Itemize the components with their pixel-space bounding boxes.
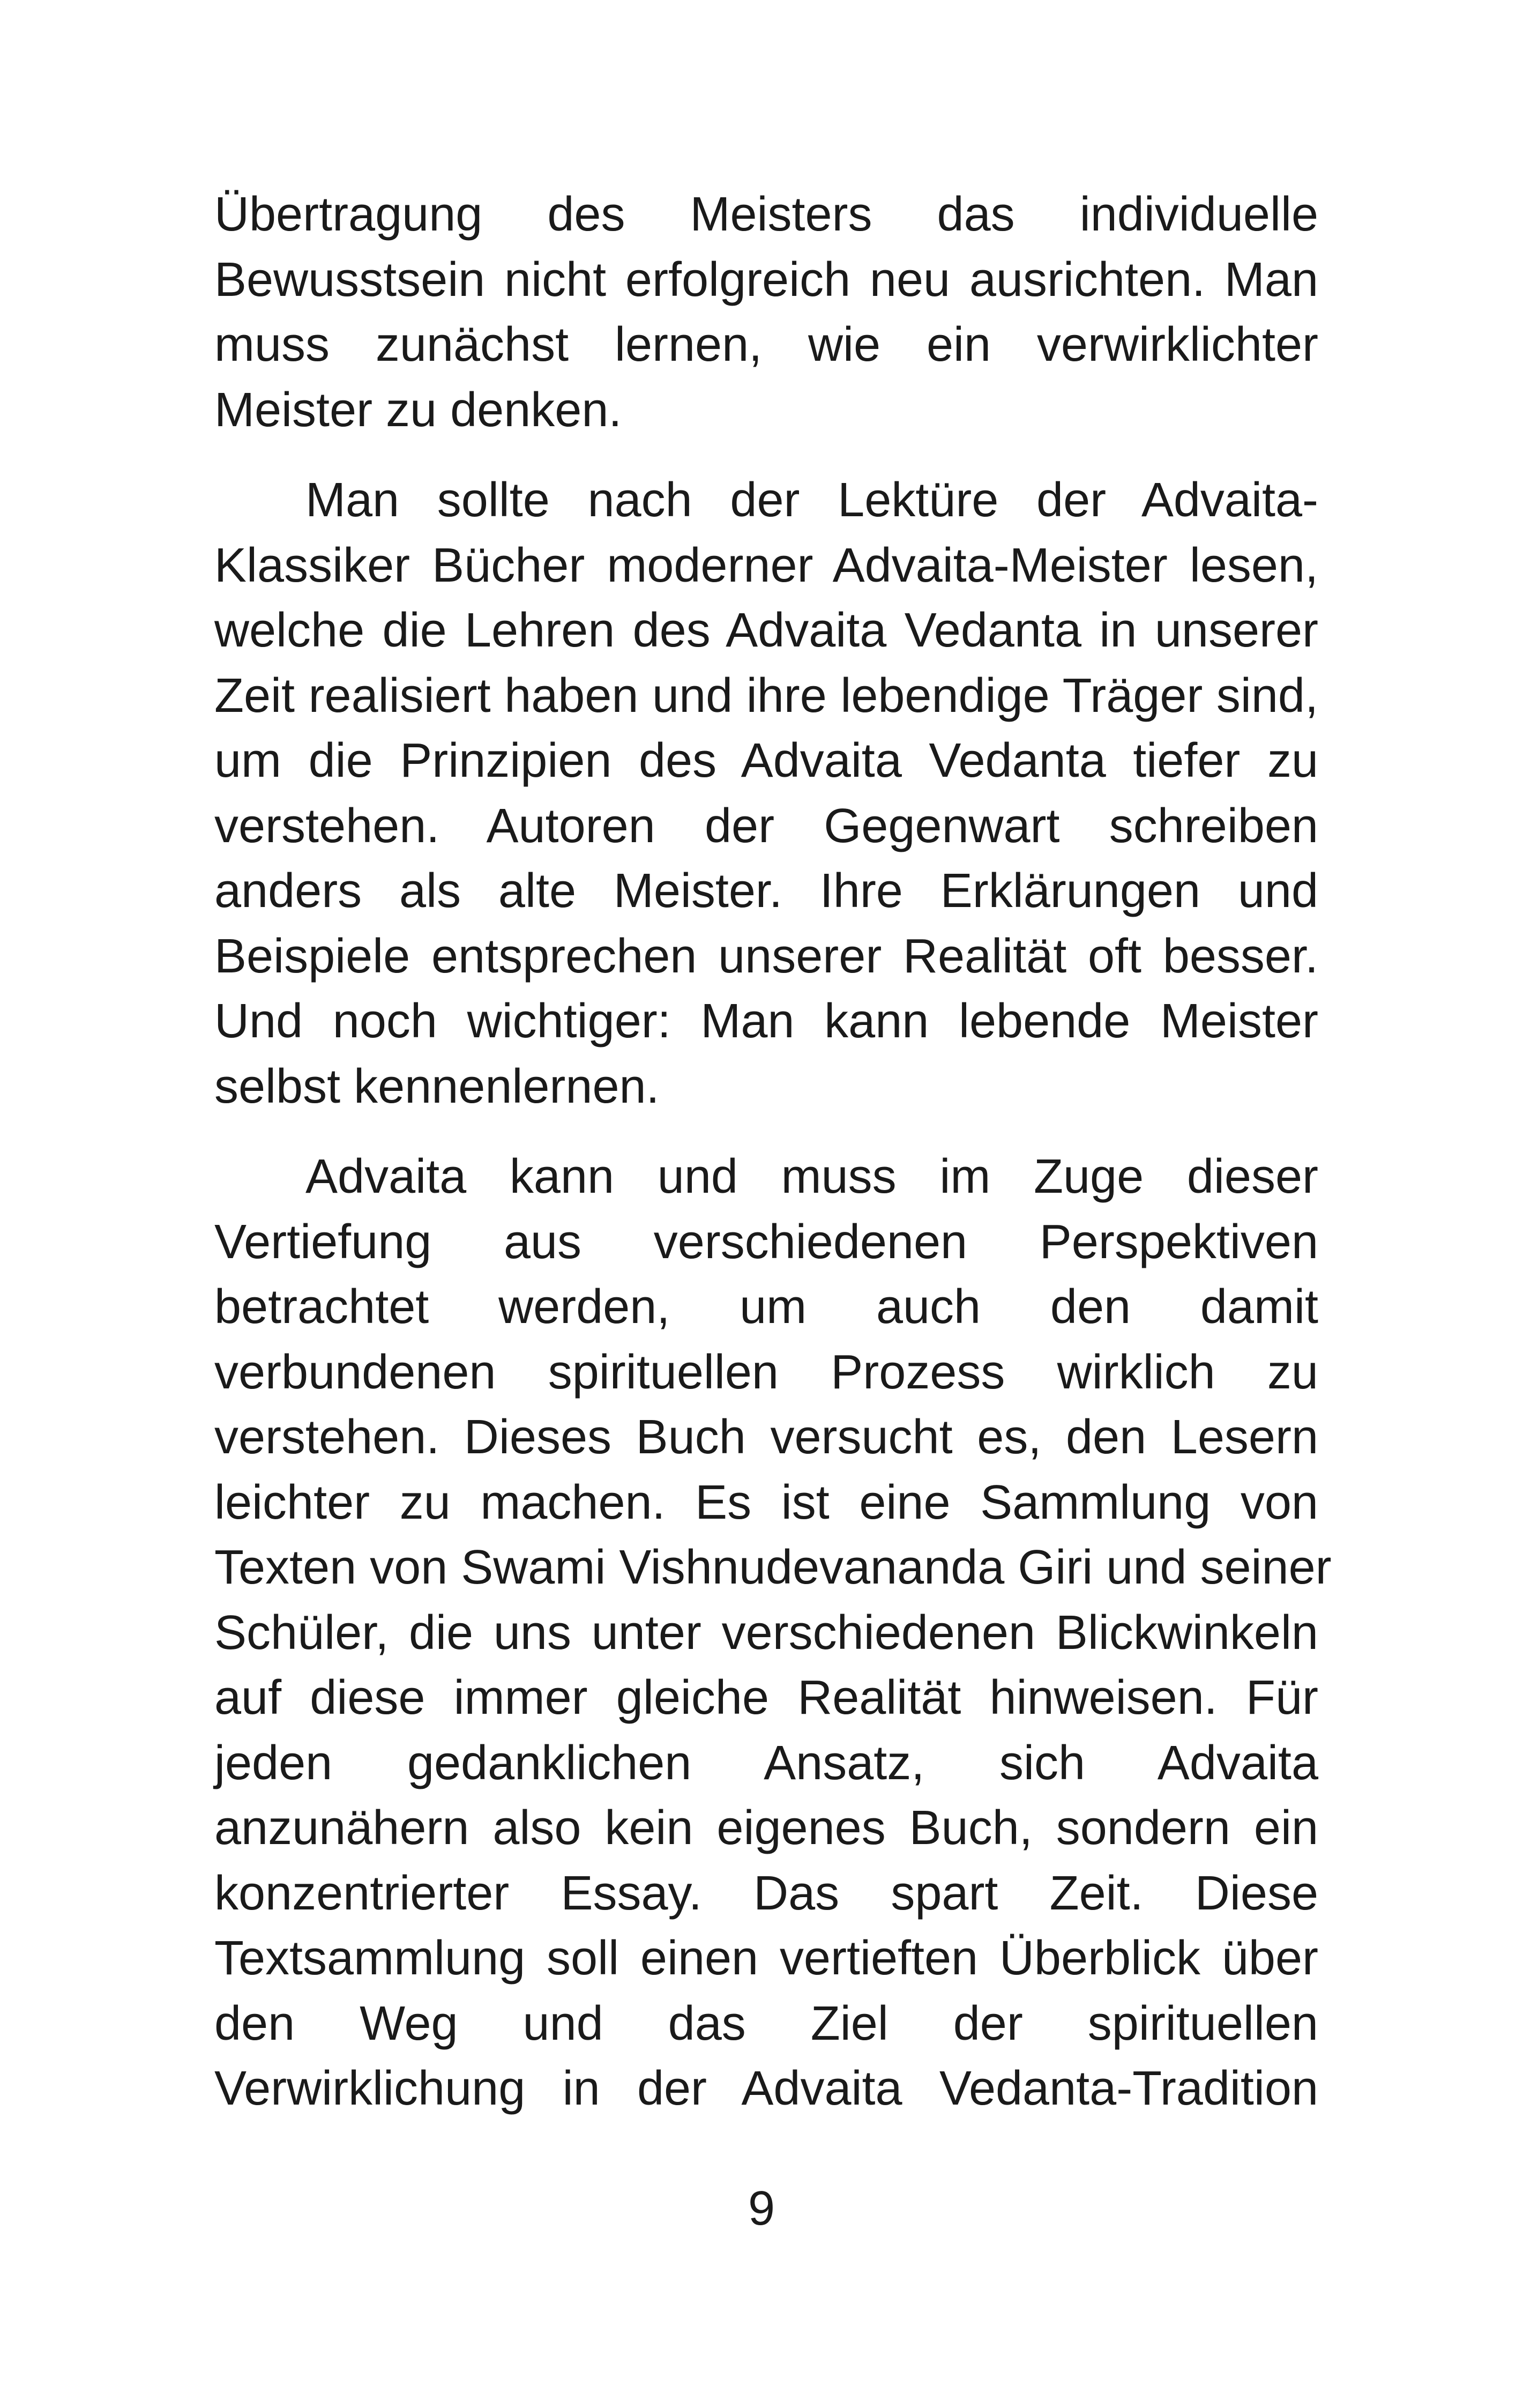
text-line: Verwirklichung in der Advaita Vedanta-Tradition [214, 2062, 1318, 2115]
text-line: anzunähern also kein eigenes Buch, sondern ein [214, 1801, 1318, 1855]
text-line: Und noch wichtiger: Man kann lebende Meister [214, 994, 1318, 1048]
text-line: konzentrierter Essay. Das spart Zeit. Diese [214, 1866, 1318, 1920]
text-line: Man sollte nach der Lektüre der Advaita- [305, 473, 1318, 527]
text-line: Meister zu denken. [214, 383, 622, 437]
page-number: 9 [748, 2182, 775, 2235]
text-line: selbst kennenlernen. [214, 1059, 660, 1113]
text-line: Vertiefung aus verschiedenen Perspektiven [214, 1215, 1318, 1269]
text-line: Schüler, die uns unter verschiedenen Blickwinkeln [214, 1606, 1318, 1660]
text-line: den Weg und das Ziel der spirituellen [214, 1996, 1318, 2050]
text-line: betrachtet werden, um auch den damit [214, 1280, 1318, 1334]
text-line: auf diese immer gleiche Realität hinweisen. Für [214, 1671, 1318, 1725]
text-line: Bewusstsein nicht erfolgreich neu ausrichten. Man [214, 252, 1318, 307]
text-line: muss zunächst lernen, wie ein verwirklichter [214, 318, 1318, 371]
paragraph-2 [214, 468, 1318, 1119]
text-line: verstehen. Autoren der Gegenwart schreiben [214, 799, 1318, 853]
text-line: Textsammlung soll einen vertieften Überblick über [214, 1931, 1318, 1985]
text-line: Advaita kann und muss im Zuge dieser [305, 1150, 1318, 1203]
text-line: verstehen. Dieses Buch versucht es, den Lesern [214, 1410, 1318, 1464]
text-line: leichter zu machen. Es ist eine Sammlung von [214, 1475, 1318, 1529]
paragraph-3 [214, 1144, 1332, 2122]
text-line: jeden gedanklichen Ansatz, sich Advaita [214, 1736, 1318, 1790]
text-line: um die Prinzipien des Advaita Vedanta tiefer zu [214, 734, 1318, 787]
text-line: Klassiker Bücher moderner Advaita-Meister lesen, [214, 538, 1318, 592]
page-body [214, 182, 1332, 2122]
paragraph-1 [214, 182, 1318, 443]
text-line: Zeit realisiert haben und ihre lebendige Träger sind, [214, 668, 1318, 723]
text-line: verbundenen spirituellen Prozess wirklich zu [214, 1345, 1318, 1399]
text-line: welche die Lehren des Advaita Vedanta in unserer [214, 604, 1318, 657]
text-line: Texten von Swami Vishnudevananda Giri und seiner [214, 1541, 1332, 1594]
text-line: anders als alte Meister. Ihre Erklärungen und [214, 864, 1318, 918]
text-line: Übertragung des Meisters das individuelle [214, 188, 1318, 241]
text-line: Beispiele entsprechen unserer Realität oft besser. [214, 929, 1318, 983]
